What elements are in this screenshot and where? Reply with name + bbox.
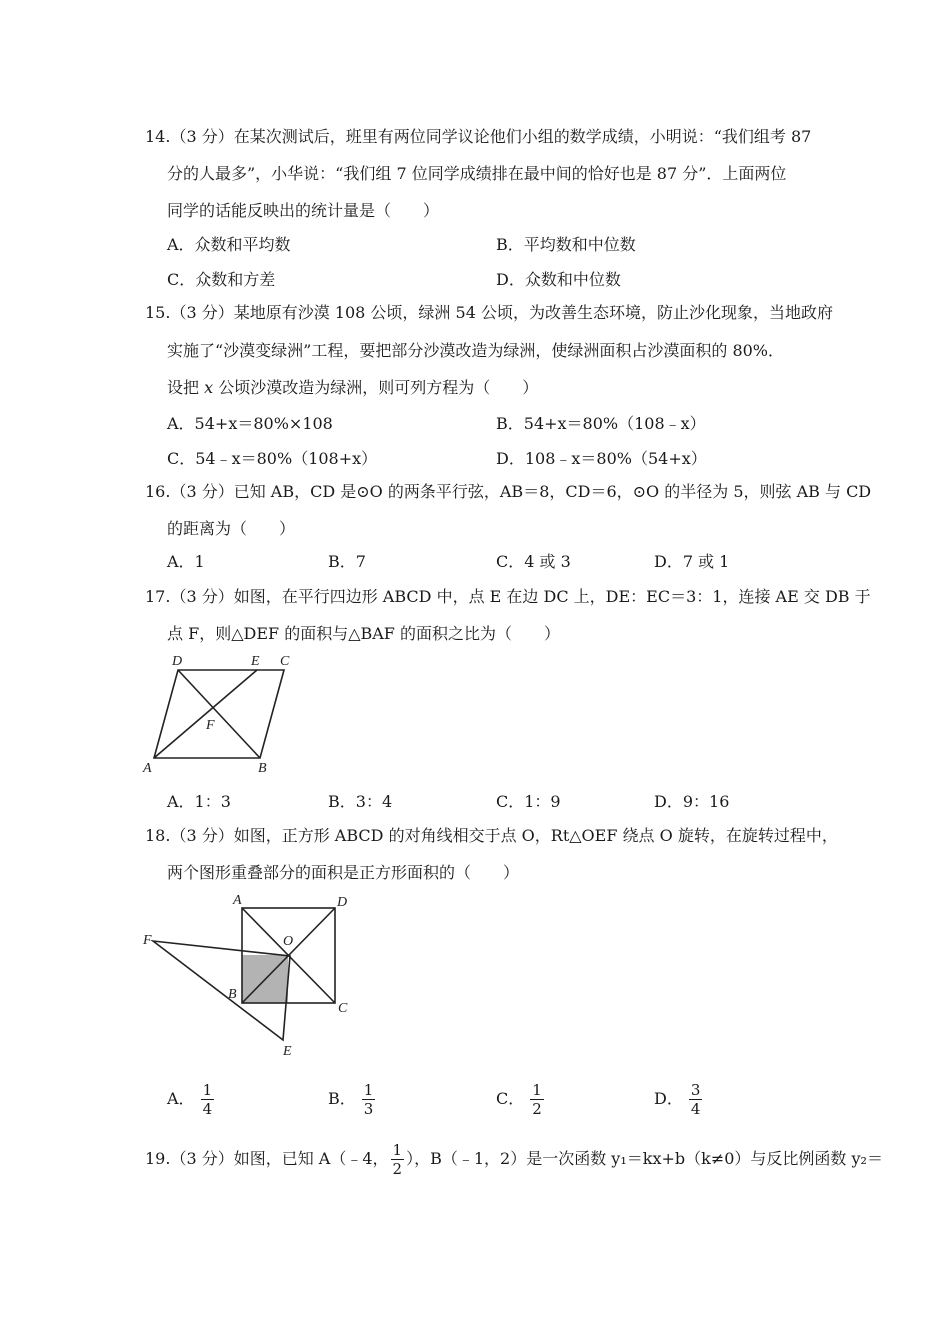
label-c: C bbox=[338, 1001, 348, 1016]
q15-option-d: D．108﹣x＝80%（54+x） bbox=[496, 449, 707, 468]
q14-option-a: A．众数和平均数 bbox=[167, 235, 291, 254]
q17-option-c: C．1：9 bbox=[496, 792, 561, 811]
q16-line1: 16.（3 分）已知 AB，CD 是⊙O 的两条平行弦，AB＝8，CD＝6，⊙O 的半径为 5，则弦 AB 与 CD bbox=[145, 482, 872, 501]
q16-line2: 的距离为（ ） bbox=[167, 519, 296, 538]
label-a: A bbox=[143, 761, 152, 776]
q15-line1: 15.（3 分）某地原有沙漠 108 公顷，绿洲 54 公顷，为改善生态环境，防止沙化现象，当地政府 bbox=[145, 303, 833, 322]
q14-option-d: D．众数和中位数 bbox=[496, 270, 621, 289]
q15-line2: 实施了“沙漠变绿洲”工程，要把部分沙漠改造为绿洲，使绿洲面积占沙漠面积的 80%． bbox=[167, 341, 785, 360]
label-c: C bbox=[280, 654, 290, 669]
label-e: E bbox=[251, 654, 260, 669]
q19-line1: 19.（3 分）如图，已知 A（﹣4， $\frac{1}{2}$ ），B（﹣1，2）是一次函数 y₁＝kx+b（k≠0）与反比例函数 y₂＝ bbox=[145, 1141, 883, 1178]
q18-line2: 两个图形重叠部分的面积是正方形面积的（ ） bbox=[167, 863, 520, 882]
q16-option-a: A．1 bbox=[167, 552, 205, 571]
square-triangle-figure bbox=[140, 888, 370, 1060]
label-f: F bbox=[143, 933, 152, 948]
q18-option-a: A． $\frac{1}{4}$ bbox=[167, 1081, 213, 1118]
q18-option-c: C． $\frac{1}{2}$ bbox=[496, 1081, 542, 1118]
q15-option-b: B．54+x＝80%（108﹣x） bbox=[496, 414, 706, 433]
q17-option-a: A．1：3 bbox=[167, 792, 231, 811]
label-b: B bbox=[228, 987, 237, 1002]
label-d: D bbox=[172, 654, 183, 669]
q14-option-b: B．平均数和中位数 bbox=[496, 235, 636, 254]
q15-option-a: A．54+x＝80%×108 bbox=[167, 414, 333, 433]
q15-option-c: C．54﹣x＝80%（108+x） bbox=[167, 449, 378, 468]
label-a: A bbox=[233, 893, 242, 908]
label-f: F bbox=[206, 718, 215, 733]
q14-option-c: C．众数和方差 bbox=[167, 270, 276, 289]
q14-line1: 14.（3 分）在某次测试后，班里有两位同学议论他们小组的数学成绩，小明说：“我们组考 87 bbox=[145, 127, 812, 146]
q16-option-b: B．7 bbox=[328, 552, 366, 571]
segment-db bbox=[178, 670, 260, 758]
q17-line1: 17.（3 分）如图，在平行四边形 ABCD 中，点 E 在边 DC 上，DE：EC＝3：1，连接 AE 交 DB 于 bbox=[145, 587, 871, 606]
q17-line2: 点 F，则△DEF 的面积与△BAF 的面积之比为（ ） bbox=[167, 624, 560, 643]
q16-option-c: C．4 或 3 bbox=[496, 552, 571, 571]
q18-line1: 18.（3 分）如图，正方形 ABCD 的对角线相交于点 O，Rt△OEF 绕点 O 旋转，在旋转过程中， bbox=[145, 826, 838, 845]
segment-ae bbox=[154, 670, 257, 758]
q18-option-d: D． $\frac{3}{4}$ bbox=[654, 1081, 701, 1118]
q17-option-d: D．9：16 bbox=[654, 792, 730, 811]
label-d: D bbox=[337, 895, 348, 910]
q16-option-d: D．7 或 1 bbox=[654, 552, 730, 571]
q15-line3: 设把 x 公顷沙漠改造为绿洲，则可列方程为（ ） bbox=[167, 378, 539, 397]
q14-line2: 分的人最多”，小华说：“我们组 7 位同学成绩排在最中间的恰好也是 87 分”．上面两位 bbox=[167, 164, 787, 183]
label-e: E bbox=[283, 1044, 292, 1059]
label-o: O bbox=[283, 934, 294, 949]
label-b: B bbox=[258, 761, 267, 776]
q17-option-b: B．3：4 bbox=[328, 792, 393, 811]
q14-line3: 同学的话能反映出的统计量是（ ） bbox=[167, 201, 440, 220]
parallelogram-figure bbox=[140, 650, 300, 780]
q18-option-b: B． $\frac{1}{3}$ bbox=[328, 1081, 374, 1118]
